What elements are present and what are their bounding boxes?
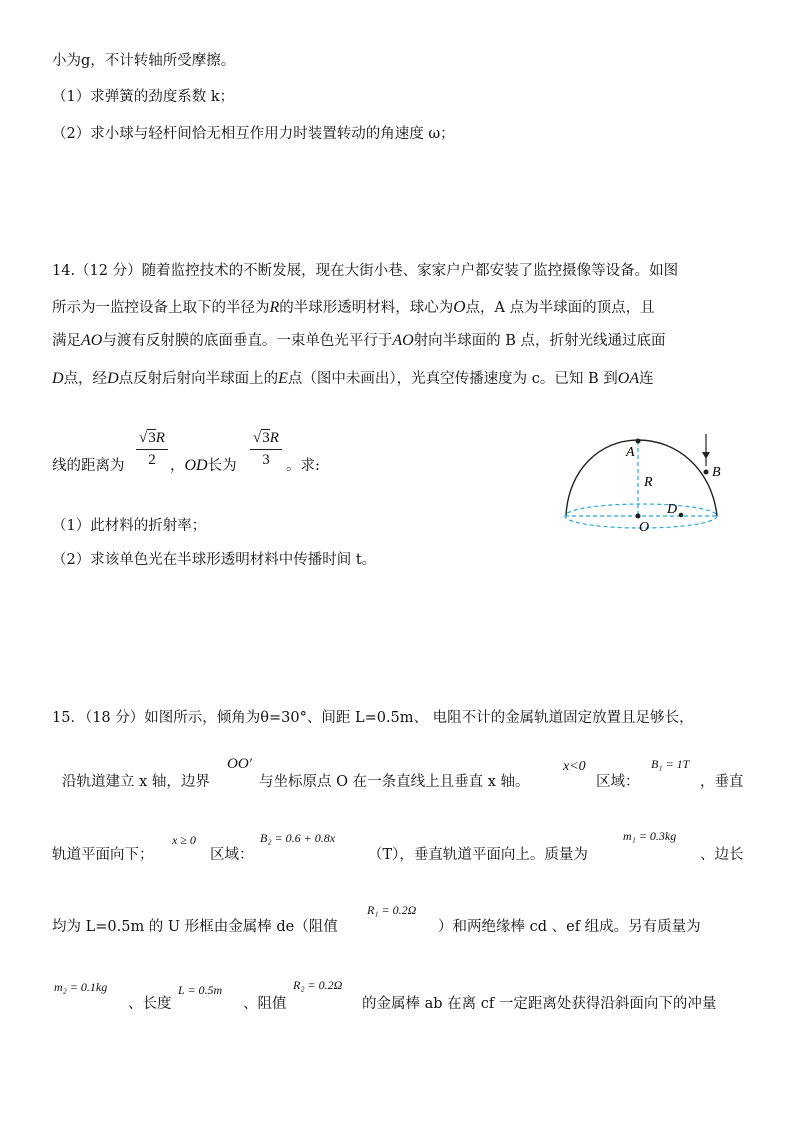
ray-arrow [702,452,710,459]
p15-line-4b: ）和两绝缘棒 cd 、ef 组成。另有质量为 [438,919,701,935]
point-d [679,513,684,518]
label-a: A [626,445,635,460]
label-o: O [639,520,650,532]
p14-line-4: D点，经D点反射后射向半球面上的E点（图中未画出），光真空传播速度为 c。已知 B 到OA连 [52,370,654,387]
p14-line-1: 14.（12 分）随着监控技术的不断发展，现在大街小巷、家家户户都安装了监控摄像等设备。如图 [52,263,679,279]
p14-line-5b: ，OD长为 [170,457,237,474]
problem-text-line: 小为g，不计转轴所受摩擦。 [52,53,236,69]
p14-line-3: 满足AO与渡有反射膜的底面垂直。一束单色光平行于AO射向半球面的 B 点，折射光线通过底面 [52,332,666,349]
fraction-od-length: $\frac{√3R}{3}$ [250,430,282,469]
p15-line-2c: 区域： [596,774,640,790]
m2-value: m₂ = 0.1kg [54,980,108,994]
p15-line-3c: （T），垂直轨道平面向上。质量为 [368,847,588,863]
p15-line-5a: 、长度 [128,996,172,1012]
p14-question-2: （2）求该单色光在半球形透明材料中传播时间 t。 [52,552,377,568]
label-d: D [667,502,678,517]
p15-line-5b: 、阻值 [243,996,287,1012]
m1-value: m₁ = 0.3kg [623,829,677,843]
label-b: B [712,465,721,480]
x-lt-zero: x<0 [563,759,586,774]
x-ge-zero: x ≥ 0 [172,833,196,847]
p14-question-1: （1）此材料的折射率； [52,518,207,534]
p14-line-2: 所示为一监控设备上取下的半径为R的半球形透明材料，球心为O点，A 点为半球面的顶点，且 [52,297,655,316]
p15-line-3d: 、边长 [700,847,744,863]
p15-line-3a: 轨道平面向下； [52,847,154,863]
p15-line-2a: 沿轨道建立 x 轴，边界 [62,774,210,790]
p14-line-5a: 线的距离为 [52,458,125,474]
point-o [636,514,641,519]
question-2: （2）求小球与轻杆间恰无相互作用力时装置转动的角速度 ω； [52,126,455,142]
p15-line-3b: 区域： [210,847,254,863]
p14-line-5c: 。求: [286,458,320,474]
p15-line-5c: 的金属棒 ab 在离 cf 一定距离处获得沿斜面向下的冲量 [362,996,717,1012]
point-b [704,470,709,475]
r2-value: R₂ = 0.2Ω [293,978,343,992]
hemisphere-outline [566,440,717,516]
label-r: R [644,475,653,490]
b1-value: B₁ = 1T [651,757,690,771]
p15-line-1: 15．（18 分）如图所示，倾角为θ=30°、间距 L=0.5m、 电阻不计的金属轨道固定放置且足够长， [52,710,694,726]
p15-line-2b: 与坐标原点 O 在一条直线上且垂直 x 轴。 [259,774,530,790]
l-value: L = 0.5m [178,983,223,997]
b2-formula: B₂ = 0.6 + 0.8x [260,831,336,845]
fraction-b-distance: $\frac{√3R}{2}$ [136,430,168,469]
point-a [636,439,641,444]
question-1: （1）求弹簧的劲度系数 k； [52,89,235,105]
boundary-oo: OO′ [227,756,252,772]
hemisphere-figure [560,430,725,532]
p15-line-4a: 均为 L=0.5m 的 U 形框由金属棒 de（阻值 [52,919,338,935]
p15-line-2d: ，垂直 [700,774,744,790]
r1-value: R₁ = 0.2Ω [367,903,417,917]
